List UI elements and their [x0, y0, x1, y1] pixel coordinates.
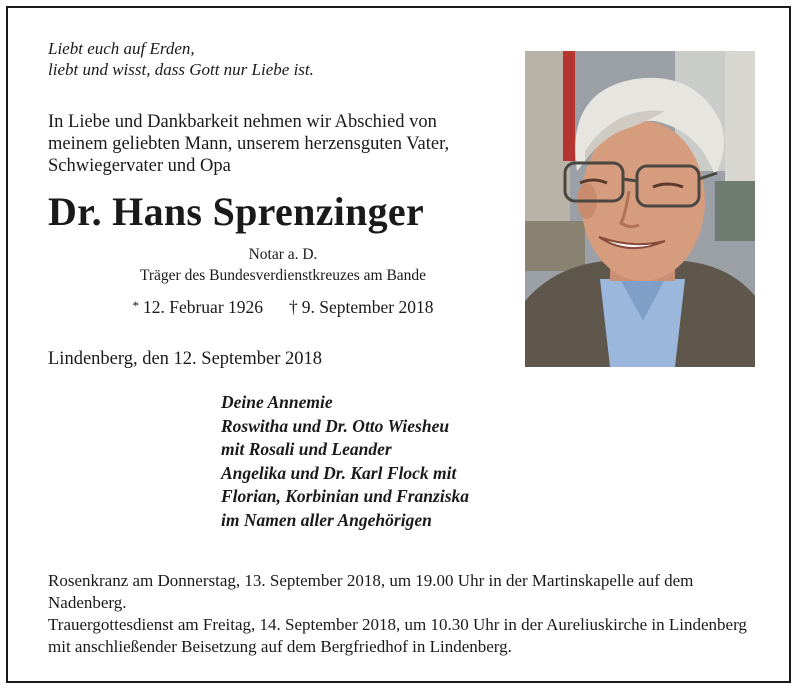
mourner-line: Roswitha und Dr. Otto Wiesheu — [221, 415, 450, 436]
mourner-line: im Namen aller Angehörigen — [221, 509, 432, 530]
mourner-line: Deine Annemie — [221, 392, 333, 412]
mourner-line: Florian, Korbinian und Franziska — [221, 486, 470, 506]
obituary-notice — [6, 6, 791, 683]
title-line: Träger des Bundesverdienstkreuzes am Bande — [139, 267, 427, 284]
birth-date: 12. Februar 1926 — [142, 297, 264, 317]
funeral-service: Trauergottesdienst am Freitag, 14. September 2018, um 10.30 Uhr in der Aureliuskirche in Lindenberg mit anschließender Beisetzung auf dem Bergfriedhof in Lindenberg. — [48, 615, 747, 656]
deceased-name: Dr. Hans Sprenzinger — [48, 189, 425, 234]
motto-quote — [48, 38, 488, 80]
service-information — [48, 570, 768, 658]
mourner-line: mit Rosali und Leander — [221, 439, 392, 459]
place-and-date: Lindenberg, den 12. September 2018 — [48, 349, 323, 369]
intro-line: meinem geliebten Mann, unserem herzensguten Vater, — [48, 134, 450, 154]
motto-line: Liebt euch auf Erden, — [48, 39, 195, 58]
intro-line: In Liebe und Dankbarkeit nehmen wir Abschied von — [48, 112, 437, 132]
deceased-titles — [48, 244, 518, 286]
mourner-line: Angelika und Dr. Karl Flock mit — [221, 462, 457, 483]
portrait-photo — [525, 51, 755, 367]
intro-text — [48, 111, 518, 177]
death-date: 9. September 2018 — [301, 297, 434, 317]
rosary-service: Rosenkranz am Donnerstag, 13. September 2018, um 19.00 Uhr in der Martinskapelle auf dem Nadenberg. — [48, 571, 694, 612]
death-cross-icon: † — [289, 297, 298, 317]
birth-star-icon: * — [132, 298, 139, 313]
intro-line: Schwiegervater und Opa — [48, 156, 231, 176]
mourners-list — [221, 391, 581, 532]
motto-line: liebt und wisst, dass Gott nur Liebe ist. — [48, 60, 314, 79]
title-line: Notar a. D. — [248, 246, 318, 263]
life-dates — [48, 295, 518, 318]
